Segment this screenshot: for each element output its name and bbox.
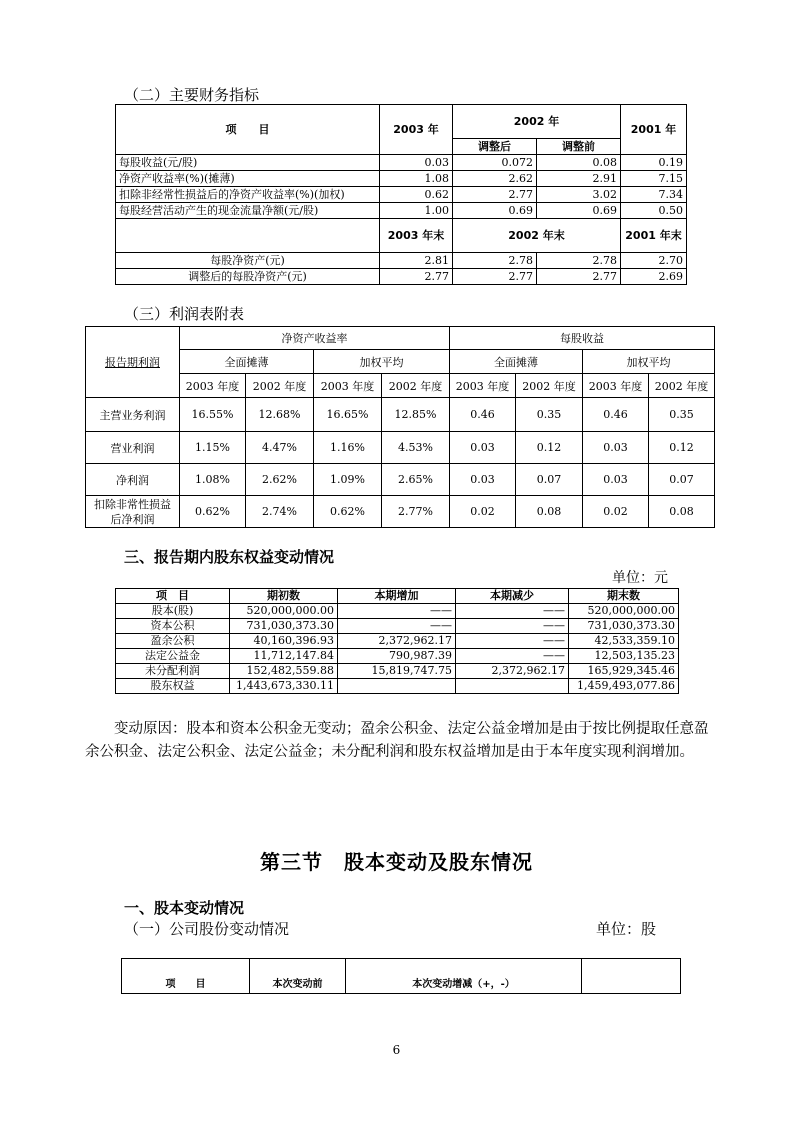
- header-2002: 2002 年: [453, 105, 621, 139]
- profit-supplement-table: 报告期利润 净资产收益率 每股收益 全面摊薄 加权平均 全面摊薄 加权平均 2003 年度 2002 年度 2003 年度 2002 年度 2003 年度 2002 年度 2003 年度 2002 年度 主营业务利润 16.55% 12.68% 16.65% 12.85% 0.46 0.35 0.46 0.35 营业利润 1.15% 4.47% 1.16% 4.53% 0.03 0.12 0.03 0.12 净利润 1.08% 2.62% 1.09% 2.65% 0.03 0.07 0.03 0.07 扣除非常性损益后净利润 0.62% 2.74% 0.62% 2.77% 0.02 0.08 0.02 0.08: [85, 326, 715, 528]
- table-row: 扣除非经常性损益后的净资产收益率(%)(加权) 0.62 2.77 3.02 7.34: [116, 187, 687, 203]
- header-item: 项 目: [116, 105, 380, 155]
- header-adjusted-after: 调整后: [453, 139, 537, 155]
- table-row: 股本(股) 520,000,000.00 —— —— 520,000,000.00: [116, 604, 679, 619]
- table-row: 扣除非常性损益后净利润 0.62% 2.74% 0.62% 2.77% 0.02 0.08 0.02 0.08: [86, 496, 715, 528]
- section-title-main-indicators: （二）主要财务指标: [124, 86, 260, 104]
- subsection-title-share-change: （一）公司股份变动情况: [124, 920, 290, 938]
- header-2003: 2003 年: [380, 105, 453, 155]
- main-indicators-table: [115, 104, 687, 285]
- table-row: 资本公积 731,030,373.30 —— —— 731,030,373.30: [116, 619, 679, 634]
- section-title-equity-change: 三、报告期内股东权益变动情况: [124, 548, 335, 566]
- header-report-period-profit: 报告期利润: [86, 327, 180, 398]
- table-row: 每股经营活动产生的现金流量净额(元/股) 1.00 0.69 0.69 0.50: [116, 203, 687, 219]
- table-row: 股东权益 1,443,673,330.11 1,459,493,077.86: [116, 679, 679, 694]
- header-roe-weighted: 加权平均: [314, 350, 450, 374]
- equity-change-table: [115, 588, 679, 694]
- chapter-title: 第三节 股本变动及股东情况: [260, 850, 533, 874]
- shares-unit: 单位：股: [596, 920, 657, 938]
- section-title-profit-supplement: （三）利润表附表: [124, 305, 245, 323]
- header-2002-end: 2002 年末: [453, 219, 621, 253]
- table-row: 法定公益金 11,712,147.84 790,987.39 —— 12,503,135.23: [116, 649, 679, 664]
- table-row: 未分配利润 152,482,559.88 15,819,747.75 2,372,962.17 165,929,345.46: [116, 664, 679, 679]
- page-number: 6: [392, 1043, 401, 1057]
- table-row: 营业利润 1.15% 4.47% 1.16% 4.53% 0.03 0.12 0.03 0.12: [86, 432, 715, 464]
- table-row: 调整后的每股净资产(元) 2.77 2.77 2.77 2.69: [116, 269, 687, 285]
- section-title-share-change: 一、股本变动情况: [124, 899, 245, 917]
- header-2001-end: 2001 年末: [621, 219, 687, 253]
- header-adjusted-before: 调整前: [537, 139, 621, 155]
- header-2003-end: 2003 年末: [380, 219, 453, 253]
- table-row: 每股净资产(元) 2.81 2.78 2.78 2.70: [116, 253, 687, 269]
- table-row: 每股收益(元/股) 0.03 0.072 0.08 0.19: [116, 155, 687, 171]
- table-row: 净资产收益率(%)(摊薄) 1.08 2.62 2.91 7.15: [116, 171, 687, 187]
- table-header: 项 目 本次变动前 本次变动增减（+，-）: [122, 959, 681, 994]
- header-2001: 2001 年: [621, 105, 687, 155]
- header-roe: 净资产收益率: [180, 327, 450, 350]
- header-eps: 每股收益: [450, 327, 715, 350]
- table-header: 项 目 期初数 本期增加 本期减少 期末数: [116, 589, 679, 604]
- header-eps-full: 全面摊薄: [450, 350, 583, 374]
- table-row: 盈余公积 40,160,396.93 2,372,962.17 —— 42,533,359.10: [116, 634, 679, 649]
- equity-change-reason: 变动原因：股本和资本公积金无变动；盈余公积金、法定公益金增加是由于按比例提取任意盈余公积金、法定公积金、法定公益金；未分配利润和股东权益增加是由于本年度实现利润增加。: [85, 721, 709, 760]
- equity-unit: 单位：元: [612, 570, 668, 586]
- table-row: 主营业务利润 16.55% 12.68% 16.65% 12.85% 0.46 0.35 0.46 0.35: [86, 398, 715, 432]
- share-change-table: [121, 958, 681, 994]
- header-roe-full: 全面摊薄: [180, 350, 314, 374]
- table-row: 净利润 1.08% 2.62% 1.09% 2.65% 0.03 0.07 0.03 0.07: [86, 464, 715, 496]
- header-eps-weighted: 加权平均: [583, 350, 715, 374]
